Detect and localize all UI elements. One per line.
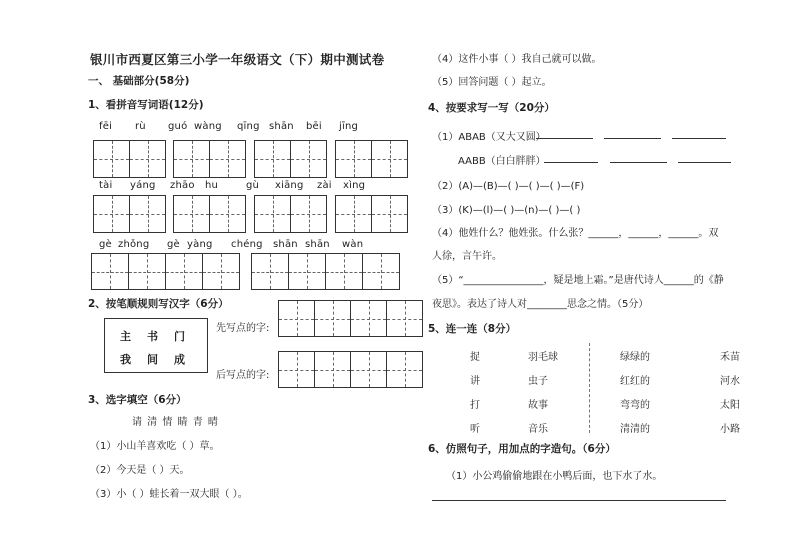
writing-cell[interactable]: [93, 195, 130, 233]
pinyin: qīng: [237, 121, 260, 132]
pinyin: zhǒng: [118, 239, 150, 250]
writing-cell[interactable]: [278, 300, 315, 337]
writing-cell[interactable]: [209, 140, 246, 178]
q4-aabb-prompt: AABB（白白胖胖）: [458, 156, 546, 167]
writing-cell[interactable]: [335, 195, 372, 233]
q5-heading: 5、连一连（8分）: [428, 323, 517, 335]
match-item[interactable]: 听: [470, 424, 480, 435]
matching-divider: [589, 343, 590, 433]
answer-line[interactable]: [672, 138, 726, 139]
writing-cell[interactable]: [362, 253, 400, 290]
writing-cell[interactable]: [254, 140, 291, 178]
match-item[interactable]: 故事: [528, 400, 548, 411]
answer-line[interactable]: [678, 162, 731, 163]
match-item[interactable]: 虫子: [528, 376, 548, 387]
part1-heading: 一、 基础部分(58分): [88, 75, 190, 87]
q3-sentence-2: （2）今天是（ ）天。: [90, 465, 190, 476]
q4-poem-line2: 夜思》。表达了诗人对________思念之情。（5分）: [432, 299, 649, 310]
writing-cell[interactable]: [371, 140, 408, 178]
q4-surname-line1: （4）他姓什么？他姓张。什么张？______，______，______。双: [432, 228, 719, 239]
writing-cell[interactable]: [325, 253, 363, 290]
answer-line[interactable]: [536, 138, 593, 139]
writing-cell[interactable]: [350, 351, 387, 388]
q3-heading: 3、选字填空（6分）: [88, 394, 187, 406]
writing-cell[interactable]: [165, 253, 203, 290]
writing-cell[interactable]: [129, 140, 166, 178]
q4-poem-line1: （5）“________________，疑是地上霜。”是唐代诗人______的《静: [432, 275, 724, 286]
pinyin: gè: [99, 239, 112, 250]
match-item[interactable]: 捉: [470, 352, 480, 363]
answer-line[interactable]: [544, 162, 598, 163]
pinyin: yàng: [187, 239, 213, 250]
writing-cell[interactable]: [129, 195, 166, 233]
pinyin: gè: [167, 239, 180, 250]
q1-heading: 1、看拼音写词语(12分): [88, 99, 204, 111]
writing-cell[interactable]: [278, 351, 315, 388]
pinyin: wàn: [342, 239, 364, 250]
pinyin: hu: [205, 180, 219, 191]
q4-surname-line2: 人徐，言午许。: [432, 251, 502, 262]
stroke-chars-line2: 我间成: [120, 353, 201, 366]
pinyin: zài: [317, 180, 332, 191]
q3-sentence-3: （3）小（ ）蛙长着一双大眼（ ）。: [90, 489, 248, 500]
writing-cell[interactable]: [335, 140, 372, 178]
match-item[interactable]: 绿绿的: [620, 352, 650, 363]
q3-sentence-4: （4）这件小事（ ）我自己就可以做。: [432, 54, 602, 65]
writing-cell[interactable]: [314, 300, 351, 337]
pinyin: tài: [99, 180, 113, 191]
pinyin: wàng: [194, 121, 222, 132]
match-item[interactable]: 羽毛球: [528, 352, 558, 363]
answer-line[interactable]: [610, 162, 667, 163]
writing-cell[interactable]: [386, 300, 423, 337]
writing-cell[interactable]: [290, 140, 327, 178]
q4-sequence-1: （2）(A)—(B)—( )—( )—( )—(F): [432, 181, 585, 192]
match-item[interactable]: 讲: [470, 376, 480, 387]
match-item[interactable]: 音乐: [528, 424, 548, 435]
match-item[interactable]: 弯弯的: [620, 400, 650, 411]
pinyin: guó: [168, 121, 188, 132]
writing-cell[interactable]: [371, 195, 408, 233]
q4-sequence-2: （3）(K)—(l)—( )—(n)—( )—( ): [432, 205, 581, 216]
match-item[interactable]: 河水: [720, 376, 740, 387]
stroke-chars-line1: 主书门: [120, 330, 201, 343]
pinyin: gù: [246, 180, 260, 191]
q6-example-sentence: （1）小公鸡偷偷地跟在小鸭后面，也下水了水。: [446, 471, 663, 482]
pinyin: shān: [305, 239, 330, 250]
answer-line[interactable]: [604, 138, 661, 139]
dot-last-label: 后写点的字:: [216, 370, 270, 381]
pinyin: rù: [135, 121, 146, 132]
pinyin: xiāng: [275, 180, 304, 191]
writing-cell[interactable]: [314, 351, 351, 388]
match-item[interactable]: 打: [470, 400, 480, 411]
writing-cell[interactable]: [254, 195, 291, 233]
q3-sentence-1: （1）小山羊喜欢吃（ ）草。: [90, 441, 220, 452]
writing-cell[interactable]: [91, 253, 129, 290]
writing-cell[interactable]: [350, 300, 387, 337]
q4-abab-prompt: （1）ABAB（又大又圆）: [432, 132, 546, 143]
writing-cell[interactable]: [209, 195, 246, 233]
pinyin: shān: [273, 239, 298, 250]
pinyin: fēi: [99, 121, 113, 132]
pinyin: yáng: [130, 180, 156, 191]
pinyin: bēi: [306, 121, 322, 132]
answer-line[interactable]: [432, 500, 726, 501]
pinyin: chéng: [231, 239, 263, 250]
writing-cell[interactable]: [93, 140, 130, 178]
q4-heading: 4、按要求写一写（20分）: [428, 102, 555, 114]
writing-cell[interactable]: [251, 253, 289, 290]
q2-heading: 2、按笔顺规则写汉字（6分）: [88, 298, 229, 310]
q3-sentence-5: （5）回答问题（ ）起立。: [432, 77, 552, 88]
writing-cell[interactable]: [288, 253, 326, 290]
pinyin: zhāo: [170, 180, 195, 191]
q6-heading: 6、仿照句子，用加点的字造句。（6分）: [428, 443, 616, 455]
pinyin: xìng: [343, 180, 366, 191]
match-item[interactable]: 红红的: [620, 376, 650, 387]
writing-cell[interactable]: [386, 351, 423, 388]
page-title: 银川市西夏区第三小学一年级语文（下）期中测试卷: [90, 52, 385, 67]
writing-cell[interactable]: [128, 253, 166, 290]
writing-cell[interactable]: [173, 140, 210, 178]
match-item[interactable]: 禾苗: [720, 352, 740, 363]
dot-first-label: 先写点的字:: [216, 323, 270, 334]
match-item[interactable]: 清清的: [620, 424, 650, 435]
writing-cell[interactable]: [173, 195, 210, 233]
pinyin: jīng: [339, 121, 359, 132]
writing-cell[interactable]: [290, 195, 327, 233]
pinyin: shān: [269, 121, 294, 132]
match-item[interactable]: 小路: [720, 424, 740, 435]
writing-cell[interactable]: [202, 253, 240, 290]
q3-char-choices: 请 清 情 睛 青 晴: [132, 417, 219, 428]
match-item[interactable]: 太阳: [720, 400, 740, 411]
